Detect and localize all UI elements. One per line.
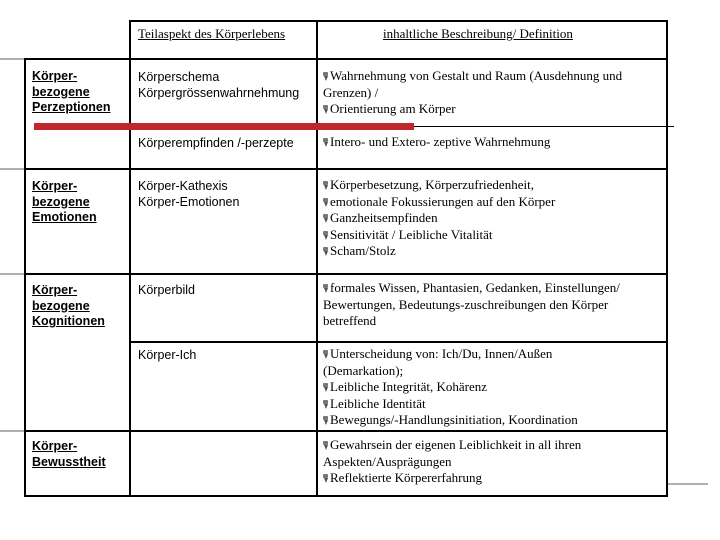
margin-strip (0, 58, 24, 60)
bullet-arrow-icon (323, 181, 329, 190)
bullet-line (323, 412, 578, 429)
bullet-line (323, 280, 620, 297)
bullet-arrow-icon (323, 105, 329, 114)
category-line: Körper- (32, 179, 78, 193)
aspect-line: Körper-Emotionen (138, 195, 240, 209)
header-aspect: Teilaspekt des Körperlebens (138, 26, 286, 41)
table-border-right (666, 20, 668, 497)
bullet-line (323, 101, 622, 118)
aspect-line: Körperschema (138, 70, 220, 84)
description-text: Unterscheidung von: Ich/Du, Innen/Außen (330, 346, 553, 361)
description-text: Gewahrsein der eigenen Leiblichkeit in all ihren (330, 437, 582, 452)
description-empfinden (323, 134, 550, 151)
description-text: Orientierung am Körper (330, 101, 456, 117)
header-description: inhaltliche Beschreibung/ Definition (383, 26, 573, 41)
bullet-line (323, 243, 555, 260)
category-line: Körper- (32, 69, 78, 83)
aspect-line: Körperempfinden /-perzepte (138, 136, 294, 150)
bullet-arrow-icon (323, 214, 329, 223)
aspect-line: Körperbild (138, 283, 195, 297)
bullet-arrow-icon (323, 138, 329, 147)
category-line: Bewusstheit (32, 454, 106, 469)
description-ich (323, 346, 578, 429)
bullet-arrow-icon (323, 247, 329, 256)
description-text: Grenzen) / (323, 84, 379, 100)
bullet-line (323, 177, 555, 194)
bullet-arrow-icon (323, 198, 329, 207)
bullet-arrow-icon (323, 441, 329, 450)
margin-strip (0, 273, 24, 275)
category-line: Körper- (32, 439, 78, 453)
bullet-line (323, 68, 622, 85)
aspect-schema (138, 69, 299, 101)
category-line: Emotionen (32, 210, 97, 224)
category-emotionen (32, 179, 97, 226)
aspect-ich (138, 347, 196, 363)
aspect-empfinden (138, 135, 294, 151)
bullet-line (323, 379, 578, 396)
description-text: Ganzheitsempfinden (330, 210, 438, 226)
bullet-arrow-icon (323, 474, 329, 483)
aspect-line: Körper-Ich (138, 348, 197, 362)
continuation-line (323, 363, 578, 380)
bullet-line (323, 346, 578, 363)
bullet-line (323, 437, 581, 454)
category-line: Kognitionen (32, 314, 105, 328)
description-text: Reflektierte Körpererfahrung (330, 470, 482, 486)
bullet-arrow-icon (323, 400, 329, 409)
aspect-bild (138, 282, 195, 298)
red-accent-bar (34, 123, 414, 130)
header-bottom-rule (24, 58, 668, 60)
description-bewusstheit (323, 437, 581, 487)
bullet-arrow-icon (323, 383, 329, 392)
aspect-line: Körpergrössenwahrnehmung (138, 86, 300, 100)
aspect-line: Körper-Kathexis (138, 179, 228, 193)
description-text: Sensitivität / Leibliche Vitalität (330, 226, 493, 242)
bullet-arrow-icon (323, 231, 329, 240)
bullet-arrow-icon (323, 284, 329, 293)
table-border-top (129, 20, 668, 22)
margin-strip (668, 483, 708, 485)
row-rule-perzeptionen (24, 168, 668, 170)
bullet-arrow-icon (323, 416, 329, 425)
category-line: bezogene (32, 84, 90, 99)
row-rule-kognitionen (24, 430, 668, 432)
description-text: Leibliche Identität (330, 395, 426, 411)
margin-strip (0, 168, 24, 170)
description-text: Leibliche Integrität, Kohärenz (330, 379, 488, 395)
category-line: Perzeptionen (32, 100, 111, 114)
category-line: Körper- (32, 283, 78, 297)
continuation-line (323, 297, 620, 314)
description-text: Scham/Stolz (330, 243, 396, 259)
category-kognitionen (32, 283, 105, 330)
description-text: Aspekten/Ausprägungen (323, 453, 452, 469)
bullet-line (323, 396, 578, 413)
description-text: formales Wissen, Phantasien, Gedanken, Einstellungen/ (330, 280, 620, 295)
bullet-line (323, 134, 550, 151)
description-kathexis (323, 177, 555, 260)
category-bewusstheit (32, 439, 106, 470)
bullet-line (323, 470, 581, 487)
row-rule-bild (129, 341, 668, 343)
margin-strip (0, 430, 24, 432)
category-line: bezogene (32, 194, 90, 209)
bullet-arrow-icon (323, 350, 329, 359)
category-perzeptionen (32, 69, 111, 116)
description-text: Bewertungen, Bedeutungs-zuschreibungen den Körper (323, 296, 609, 312)
continuation-line (323, 313, 620, 330)
continuation-line (323, 85, 622, 102)
description-text: betreffend (323, 313, 377, 329)
bullet-line (323, 194, 555, 211)
description-text: Intero- und Extero- zeptive Wahrnehmung (330, 134, 551, 149)
table-divider-col2 (316, 20, 318, 497)
description-bild (323, 280, 620, 330)
description-text: (Demarkation); (323, 362, 404, 378)
description-text: emotionale Fokussierungen auf den Körper (330, 193, 556, 209)
description-text: Wahrnehmung von Gestalt und Raum (Ausdehnung und (330, 68, 623, 83)
continuation-line (323, 454, 581, 471)
bullet-arrow-icon (323, 72, 329, 81)
category-line: bezogene (32, 298, 90, 313)
bullet-line (323, 227, 555, 244)
aspect-kathexis (138, 178, 239, 210)
row-rule-emotionen (24, 273, 668, 275)
table-border-bottom (24, 495, 668, 497)
description-text: Körperbesetzung, Körperzufriedenheit, (330, 177, 534, 192)
description-text: Bewegungs/-Handlungsinitiation, Koordination (330, 412, 578, 428)
bullet-line (323, 210, 555, 227)
description-schema (323, 68, 622, 118)
table-divider-col1 (129, 20, 131, 497)
